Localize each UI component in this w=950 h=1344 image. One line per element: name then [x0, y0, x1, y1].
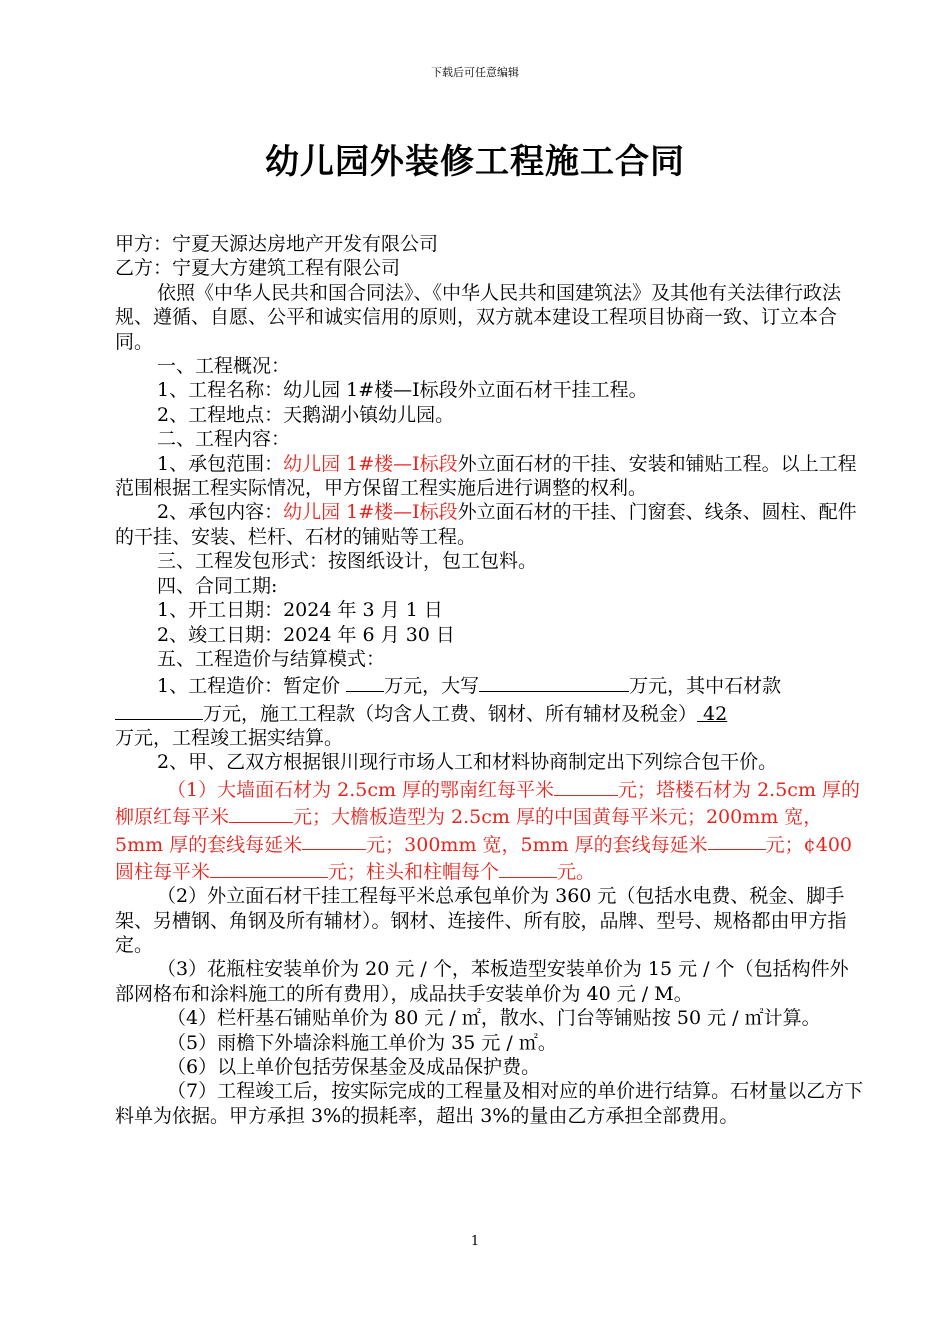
section-5-heading: 五、工程造价与结算模式： [157, 647, 386, 670]
contract-content [115, 500, 867, 549]
start-date: 1、开工日期：2024 年 3 月 1 日 [157, 599, 443, 622]
section-3: 三、工程发包形式：按图纸设计，包工包料。 [157, 550, 538, 573]
price-item-1-c: 元；大檐板造型为 2.5cm 厚的中国黄每平米元；200mm 宽，5mm 厚的套线每延米 [115, 806, 823, 856]
content-label: 2、承包内容： [157, 501, 284, 524]
price-item-1-d: 元；300mm 宽，5mm 厚的套线每延米 [366, 833, 708, 856]
blank-field [302, 830, 366, 851]
price-item-1-f: 元；柱头和柱帽每个 [328, 860, 500, 883]
project-name: 1、工程名称：幼儿园 1#楼—I标段外立面石材干挂工程。 [157, 379, 648, 402]
party-b: 乙方：宁夏大方建筑工程有限公司 [115, 257, 401, 280]
price-item-7: （7）工程竣工后，按实际完成的工程量及相对应的单价进行结算。石材量以乙方下料单为依据。甲方承担 3%的损耗率，超出 3%的量由乙方承担全部费用。 [115, 1080, 864, 1127]
project-location: 2、工程地点：天鹅湖小镇幼儿园。 [157, 403, 455, 426]
contract-body [115, 232, 867, 1128]
scope-text: 外立面石材的干挂、安装和铺贴工程。以上工程范围根据工程实际情况，甲方保留工程实施后进行调整的权利。 [115, 452, 857, 500]
price-item-1-b: 元；塔楼石材为 2.5cm 厚的柳原红每平米 [115, 778, 861, 829]
blank-field [708, 830, 766, 851]
blank-field [479, 671, 629, 692]
labor-amount: 42 [697, 702, 728, 725]
header-note: 下载后可任意编辑 [431, 66, 519, 79]
page-title: 幼儿园外装修工程施工合同 [265, 142, 685, 182]
cost-text-f: 万元，工程竣工据实结算。 [115, 727, 344, 749]
section-1-heading: 一、工程概况： [157, 355, 291, 378]
project-cost [115, 671, 867, 750]
blank-field [554, 775, 618, 796]
price-item-1-e: 元；¢400 圆柱每平米 [115, 833, 853, 883]
blank-field [210, 857, 328, 878]
price-item-1 [115, 775, 867, 884]
price-item-6: （6）以上单价包括劳保基金及成品保护费。 [167, 1056, 541, 1079]
section-4-heading: 四、合同工期: [157, 574, 278, 597]
blank-field [346, 671, 384, 692]
scope-label: 1、承包范围： [157, 452, 284, 475]
party-a: 甲方：宁夏天源达房地产开发有限公司 [115, 233, 439, 255]
scope-highlight: 幼儿园 1#楼—I标段 [283, 452, 458, 475]
cost-text-c: 万元，其中石材款 [629, 675, 782, 698]
completion-date: 2、竣工日期：2024 年 6 月 30 日 [157, 623, 455, 646]
price-item-1-a: （1）大墙面石材为 2.5cm 厚的鄂南红每平米 [167, 778, 555, 801]
preamble: 依照《中华人民共和国合同法》、《中华人民共和国建筑法》及其他有关法律行政法规、遵循、自愿、公平和诚实信用的原则，双方就本建设工程项目协商一致、订立本合同。 [115, 281, 842, 353]
blank-field [499, 857, 557, 878]
contract-scope [115, 452, 867, 501]
content-highlight: 幼儿园 1#楼—I标段 [283, 501, 458, 524]
blank-field [229, 802, 293, 823]
price-item-4: （4）栏杆基石铺贴单价为 80 元 / ㎡，散水、门台等铺贴按 50 元 / ㎡计算。 [167, 1007, 821, 1030]
blank-field [115, 699, 203, 720]
cost-label: 1、工程造价：暂定价 [157, 675, 347, 698]
content-text: 外立面石材的干挂、门窗套、线条、圆柱、配件的干挂、安装、栏杆、石材的铺贴等工程。 [115, 501, 857, 548]
price-item-5: （5）雨檐下外墙涂料施工单价为 35 元 / ㎡。 [167, 1031, 557, 1054]
price-item-2: （2）外立面石材干挂工程每平米总承包单价为 360 元（包括水电费、税金、脚手架、另槽钢、角钢及所有辅材）。钢材、连接件、所有胶，品牌、型号、规格都由甲方指定。 [115, 885, 847, 956]
price-item-1-g: 元。 [557, 860, 596, 883]
section-2-heading: 二、工程内容： [157, 428, 291, 451]
cost-text-d: 万元，施工工程款（均含人工费、钢材、所有辅材及税金） [203, 702, 698, 725]
cost-text-b: 万元，大写 [384, 675, 480, 698]
pricing-basis: 2、甲、乙双方根据银川现行市场人工和材料协商制定出下列综合包干价。 [157, 751, 778, 774]
price-item-3: （3）花瓶柱安装单价为 20 元 / 个，苯板造型安装单价为 15 元 / 个（包括构件外部网格布和涂料施工的所有费用），成品扶手安装单价为 40 元 / M。 [115, 958, 849, 1005]
page-number: 1 [470, 1234, 480, 1249]
